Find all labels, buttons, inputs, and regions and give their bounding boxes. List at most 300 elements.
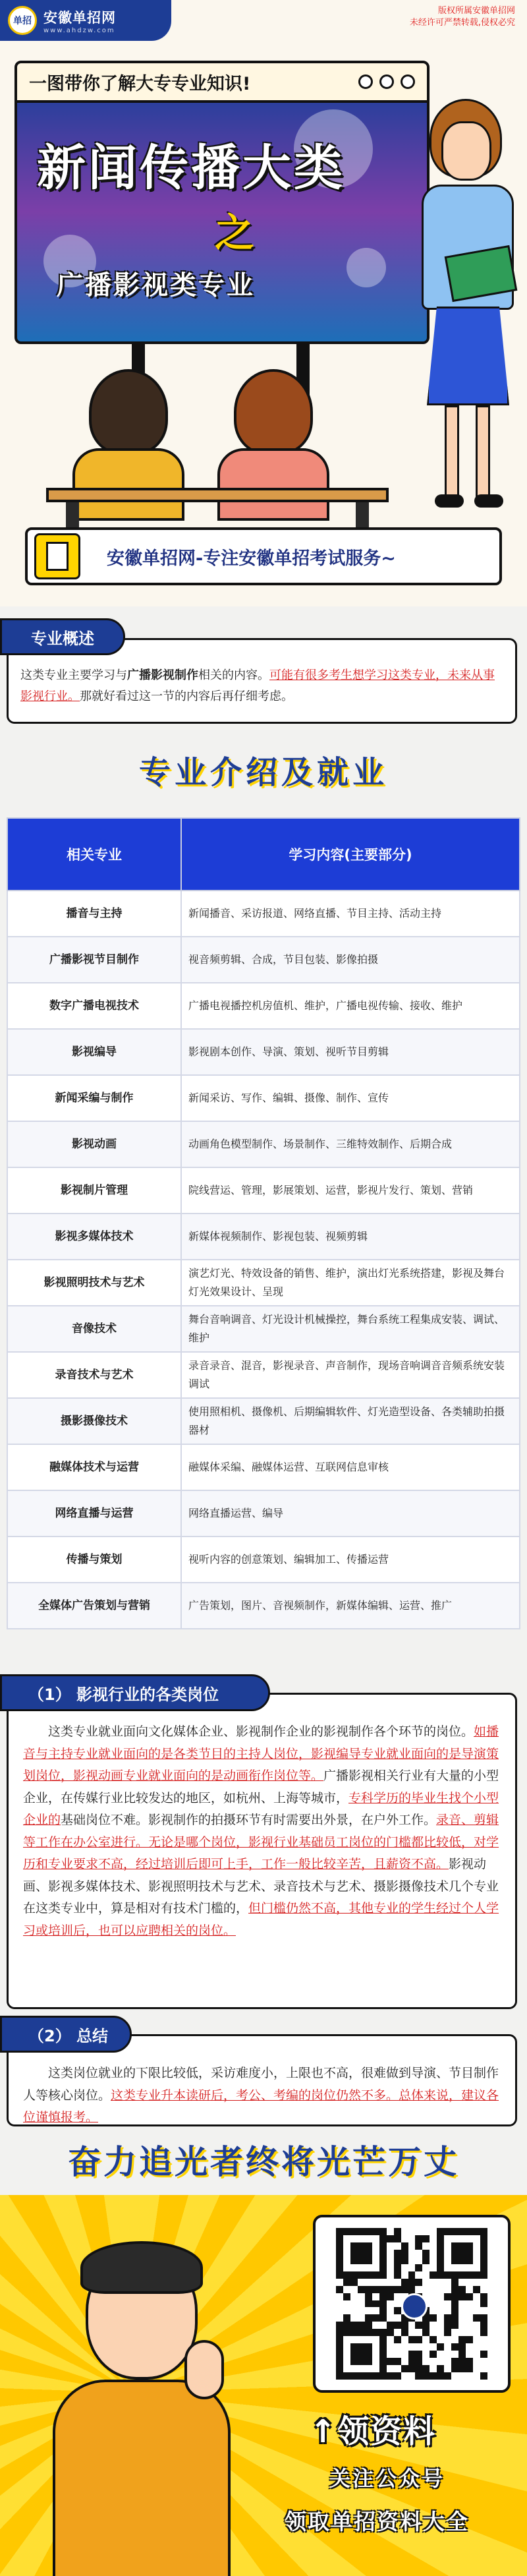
qr-module [451,2343,458,2351]
qr-module [401,2228,408,2235]
qr-module [372,2300,379,2308]
qr-module [394,2365,401,2372]
qr-module [473,2235,480,2242]
table-row [7,1121,520,1167]
qr-module [387,2279,394,2286]
qr-module [343,2329,350,2336]
qr-module [401,2257,408,2264]
qr-module [365,2365,372,2372]
qr-module [394,2351,401,2358]
major-content: 影视剧本创作、导演、策划、视听节目剪辑 [181,1029,520,1075]
qr-module [458,2307,466,2314]
qr-module [336,2322,343,2329]
major-content: 视音频剪辑、合成，节目包装、影像拍摄 [181,937,520,983]
student-body [217,448,329,521]
site-logo[interactable] [0,0,171,41]
qr-module [408,2322,416,2329]
qr-module [379,2329,387,2336]
boy-illustration [40,2241,237,2576]
qr-module [415,2365,422,2372]
qr-module [394,2300,401,2308]
qr-module [458,2314,466,2322]
qr-module [343,2351,350,2358]
qr-module [444,2329,451,2336]
qr-module [408,2250,416,2257]
qr-module [437,2329,444,2336]
qr-module [343,2343,350,2351]
major-name: 网络直播与运营 [7,1490,181,1537]
qr-module [444,2279,451,2286]
qr-module [336,2307,343,2314]
qr-module [415,2257,422,2264]
qr-module [458,2264,466,2271]
qr-module [365,2257,372,2264]
qr-module [394,2343,401,2351]
qr-module [444,2228,451,2235]
qr-module [401,2358,408,2365]
major-name: 传播与策划 [7,1537,181,1583]
copyright-notice [410,5,515,29]
qr-module [372,2242,379,2250]
banner-title-main: 新闻传播大类 [37,140,345,196]
qr-module [437,2351,444,2358]
table-row [7,1029,520,1075]
qr-module [358,2257,365,2264]
qr-module [379,2293,387,2300]
qr-module [379,2250,387,2257]
part1-s3: 广播影视相关行业有大量的小型企业，在传媒行业比较发达的地区，如杭州、上海等城市， [23,1769,499,1805]
qr-module [437,2300,444,2308]
qr-module [343,2271,350,2279]
qr-module [451,2358,458,2365]
major-name: 影视编导 [7,1029,181,1075]
qr-module [394,2358,401,2365]
major-content: 使用照相机、摄像机、后期编辑软件、灯光造型设备、各类辅助拍摄器材 [181,1398,520,1444]
qr-module [343,2264,350,2271]
qr-module [480,2351,487,2358]
qr-module [401,2343,408,2351]
qr-module [408,2336,416,2343]
qr-module [444,2250,451,2257]
qr-module [408,2271,416,2279]
qr-module [430,2336,437,2343]
qr-module [422,2271,430,2279]
qr-module [336,2286,343,2293]
qr-module [480,2235,487,2242]
qr-module [394,2336,401,2343]
dot-icon [358,74,373,89]
qr-module [394,2307,401,2314]
qr-module [387,2307,394,2314]
qr-module [415,2358,422,2365]
qr-module [451,2257,458,2264]
qr-module [466,2314,473,2322]
qr-module [387,2358,394,2365]
qr-module [387,2365,394,2372]
student-hair [234,369,313,455]
qr-module [408,2242,416,2250]
qr-logo-icon [401,2293,428,2320]
qr-module [343,2300,350,2308]
qr-module [415,2351,422,2358]
qr-module [365,2271,372,2279]
qr-module [387,2235,394,2242]
qr-module [473,2279,480,2286]
qr-module [458,2300,466,2308]
qr-module [387,2228,394,2235]
qr-module [394,2314,401,2322]
major-name: 广播影视节目制作 [7,937,181,983]
qr-module [372,2322,379,2329]
qr-module [365,2314,372,2322]
qr-module [350,2336,358,2343]
qr-module [343,2293,350,2300]
qr-module [466,2336,473,2343]
boy-body [53,2380,231,2576]
qr-module [415,2250,422,2257]
qr-module [437,2365,444,2372]
qr-module [480,2286,487,2293]
table-row [7,1490,520,1537]
qr-module [365,2228,372,2235]
top-banner [0,0,527,606]
slogan-text: 安徽单招网-专注安徽单招考试服务~ [107,548,396,569]
major-content: 录音录音、混音，影视录音、声音制作，现场音响调音音频系统安装调试 [181,1352,520,1398]
qr-module [458,2372,466,2380]
qr-module [336,2279,343,2286]
qr-module [473,2314,480,2322]
boy-hair [80,2241,203,2294]
qr-module [480,2372,487,2380]
qr-module [365,2242,372,2250]
qr-module [336,2257,343,2264]
qr-module [451,2235,458,2242]
qr-module [358,2307,365,2314]
qr-module [437,2279,444,2286]
qr-module [365,2279,372,2286]
qr-module [343,2250,350,2257]
qr-module [358,2250,365,2257]
major-content: 网络直播运营、编导 [181,1490,520,1537]
qr-module [444,2351,451,2358]
dot-icon [401,74,415,89]
qr-module [394,2372,401,2380]
qr-module [372,2365,379,2372]
qr-module [350,2264,358,2271]
qr-module [458,2242,466,2250]
qr-module [415,2322,422,2329]
table-row [7,1075,520,1121]
qr-module [473,2228,480,2235]
qr-module [444,2343,451,2351]
qr-module [458,2228,466,2235]
qr-module [437,2271,444,2279]
table-row [7,1167,520,1214]
qr-module [408,2257,416,2264]
qr-module [437,2307,444,2314]
part1-s4: 专科学历的毕业生找个小型企业的 [23,1790,499,1827]
section-title: 专业介绍及就业 [138,754,388,791]
cta-get-all: 领取单招资料大全 [285,2509,469,2534]
qr-module [372,2257,379,2264]
table-row [7,1583,520,1629]
stage-light-icon [347,248,386,287]
qr-module [358,2358,365,2365]
qr-module [387,2264,394,2271]
teacher-leg [476,405,490,498]
qr-module [350,2343,358,2351]
qr-module [379,2351,387,2358]
copyright-line-2: 未经许可严禁转载,侵权必究 [409,18,515,28]
qr-code-card[interactable] [313,2215,511,2393]
qr-module [350,2286,358,2293]
qr-module [408,2372,416,2380]
board-dots [358,74,415,89]
cta-section [0,2195,527,2576]
qr-module [343,2365,350,2372]
qr-module [437,2322,444,2329]
qr-module [444,2242,451,2250]
qr-module [343,2228,350,2235]
qr-module [480,2279,487,2286]
qr-module [466,2343,473,2351]
qr-module [473,2358,480,2365]
qr-module [379,2257,387,2264]
presentation-board [14,61,430,344]
qr-module [394,2242,401,2250]
qr-module [458,2351,466,2358]
qr-module [343,2235,350,2242]
qr-module [372,2228,379,2235]
qr-module [430,2271,437,2279]
teacher-skirt [427,307,509,405]
qr-module [379,2264,387,2271]
major-name: 影视动画 [7,1121,181,1167]
qr-module [379,2322,387,2329]
qr-module [394,2250,401,2257]
qr-module [415,2271,422,2279]
qr-module [422,2286,430,2293]
qr-module [379,2336,387,2343]
qr-module [394,2271,401,2279]
qr-module [466,2365,473,2372]
qr-module [379,2343,387,2351]
qr-module [350,2358,358,2365]
qr-module [350,2242,358,2250]
qr-module [444,2235,451,2242]
qr-module [372,2351,379,2358]
qr-module [466,2264,473,2271]
qr-module [430,2372,437,2380]
qr-module [358,2228,365,2235]
qr-module [422,2372,430,2380]
qr-module [408,2329,416,2336]
major-name: 融媒体技术与运营 [7,1444,181,1490]
qr-module [387,2250,394,2257]
qr-module [387,2271,394,2279]
qr-module [430,2293,437,2300]
qr-module [451,2307,458,2314]
qr-module [415,2264,422,2271]
qr-module [422,2228,430,2235]
part1-tag: （1） 影视行业的各类岗位 [0,1674,270,1711]
qr-module [422,2365,430,2372]
qr-module [466,2286,473,2293]
qr-module [379,2235,387,2242]
major-name: 影视照明技术与艺术 [7,1260,181,1306]
qr-module [350,2257,358,2264]
document-page [46,542,69,571]
qr-module [387,2286,394,2293]
qr-module [430,2257,437,2264]
qr-module [336,2235,343,2242]
qr-module [365,2343,372,2351]
qr-module [350,2307,358,2314]
qr-module [343,2279,350,2286]
qr-module [394,2257,401,2264]
qr-module [480,2307,487,2314]
qr-module [372,2293,379,2300]
qr-module [437,2293,444,2300]
qr-module [401,2242,408,2250]
qr-module [379,2228,387,2235]
qr-module [394,2322,401,2329]
qr-module [437,2314,444,2322]
qr-module [458,2279,466,2286]
qr-module [336,2293,343,2300]
qr-module [451,2300,458,2308]
qr-module [336,2250,343,2257]
qr-module [430,2329,437,2336]
qr-module [415,2329,422,2336]
qr-module [336,2300,343,2308]
qr-module [415,2279,422,2286]
qr-module [473,2242,480,2250]
qr-module [458,2257,466,2264]
qr-module [444,2300,451,2308]
major-content: 新闻采访、写作、编辑、摄像、制作、宣传 [181,1075,520,1121]
qr-module [336,2336,343,2343]
qr-module [401,2329,408,2336]
motto-title: 奋力追光者终将光芒万丈 [68,2143,459,2181]
qr-module [365,2264,372,2271]
qr-module [343,2372,350,2380]
qr-module [437,2286,444,2293]
major-name: 播音与主持 [7,891,181,937]
qr-module [466,2279,473,2286]
part1-s7: 影视动画、影视多媒体技术、影视照明技术与艺术、录音技术与艺术、摄影摄像技术几个专业在这类专业中，算是相对有技术门槛的， [23,1857,499,1916]
table-body [7,891,520,1629]
qr-module [480,2314,487,2322]
qr-module [473,2271,480,2279]
qr-module [466,2372,473,2380]
qr-module [430,2279,437,2286]
qr-module [387,2293,394,2300]
banner-title-connector: 之 [215,210,254,256]
qr-module [350,2293,358,2300]
qr-module [350,2279,358,2286]
qr-module [401,2372,408,2380]
teacher-illustration [415,99,527,521]
qr-module [430,2286,437,2293]
qr-module [430,2307,437,2314]
teacher-shoe [435,494,464,508]
table-row [7,1214,520,1260]
qr-module [480,2228,487,2235]
major-table [7,817,520,1629]
qr-module [422,2343,430,2351]
qr-module [350,2365,358,2372]
qr-module [401,2271,408,2279]
part1-s2: 如播音与主持专业就业面向的是各类节目的主持人岗位，影视编导专业就业面向的是导演策划岗位，影视动画专业就业面向的是动画衔作岗位等。 [23,1724,499,1783]
qr-module [480,2293,487,2300]
column-header-content: 学习内容(主要部分) [181,818,520,891]
qr-module [343,2242,350,2250]
table-row [7,1444,520,1490]
qr-module [372,2271,379,2279]
table-row [7,1537,520,1583]
qr-module [358,2329,365,2336]
qr-module [422,2242,430,2250]
qr-module [387,2322,394,2329]
part1-s8: 但门槛仍然不高，其他专业的学生经过个人学习或培训后，也可以应聘相关的岗位。 [23,1901,499,1938]
qr-module [408,2351,416,2358]
column-header-major: 相关专业 [7,818,181,891]
part2-tag: （2） 总结 [0,2016,132,2053]
student-hair [89,369,168,455]
logo-url: www.ahdzw.com [43,26,115,34]
qr-module [451,2336,458,2343]
qr-module [451,2242,458,2250]
slogan-banner [25,527,502,585]
qr-module [480,2264,487,2271]
qr-module [401,2286,408,2293]
qr-module [350,2271,358,2279]
part1-s5: 基础岗位不难。影视制作的拍摄环节有时需要出外景，在户外工作。 [61,1813,437,1827]
qr-module [458,2358,466,2365]
qr-module [372,2250,379,2257]
qr-module [422,2322,430,2329]
major-name: 录音技术与艺术 [7,1352,181,1398]
qr-module [408,2235,416,2242]
qr-module [473,2351,480,2358]
logo-badge-icon: 单招 [8,6,37,35]
qr-module [372,2235,379,2242]
pointing-hand-icon [184,2340,224,2399]
major-name: 数字广播电视技术 [7,983,181,1029]
qr-module [394,2228,401,2235]
qr-module [444,2314,451,2322]
qr-module [343,2307,350,2314]
qr-module [401,2279,408,2286]
qr-module [365,2307,372,2314]
qr-module [358,2351,365,2358]
board-stage-image [17,103,427,344]
table-row [7,1352,520,1398]
qr-module [365,2300,372,2308]
qr-module [408,2365,416,2372]
qr-module [437,2336,444,2343]
qr-module [415,2336,422,2343]
qr-module [458,2322,466,2329]
qr-module [437,2343,444,2351]
qr-module [458,2293,466,2300]
part2-s1: 这类岗位就业的下限比较低，采访难度小，上限也不高，很难做到导演、节目制作人等核心岗位。 [23,2066,499,2103]
qr-module [408,2264,416,2271]
qr-module [394,2279,401,2286]
qr-module [444,2372,451,2380]
qr-module [379,2286,387,2293]
